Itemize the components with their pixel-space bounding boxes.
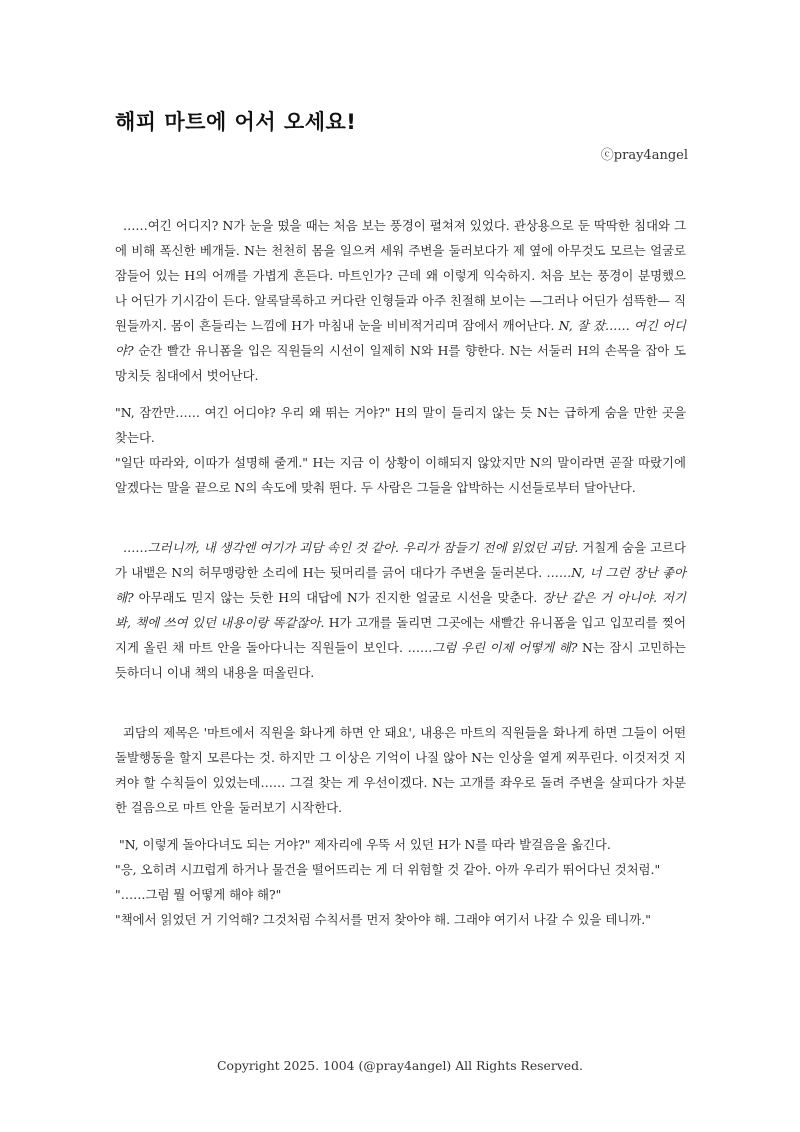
- paragraph: "응, 오히려 시끄럽게 하거나 물건을 떨어뜨리는 게 더 위험할 것 같아. 아까 우리가 뛰어다닌 것처럼.": [115, 862, 661, 877]
- thought-text: N, 잘 잤…… 여긴 어디야?: [115, 318, 686, 358]
- document-title: 해피 마트에 어서 오세요!: [115, 110, 357, 134]
- paragraph: 괴담의 제목은 '마트에서 직원을 화나게 하면 안 돼요', 내용은 마트의 직원들을 화나게 하면 그들이 어떤 돌발행동을 할지 모른다는 것. 하지만 그 이상은 기억이 나질 않아 N는 인상을 옅게 찌푸린다. 이것저것 지켜야 할 수칙들이 있었는데…… 그걸 찾는 게 우선이겠다. N는 고개를 좌우로 돌려 주변을 살피다가 차분한 걸음으로 마트 안을 둘러보기 시작한다.: [115, 725, 686, 815]
- thought-text: ……N, 너 그런 장난 좋아해?: [115, 565, 686, 605]
- paragraph: "N, 이렇게 돌아다녀도 되는 거야?" 제자리에 우뚝 서 있던 H가 N를 따라 발걸음을 옮긴다.: [119, 837, 611, 852]
- paragraph: "……그럼 뭘 어떻게 해야 해?": [115, 887, 282, 902]
- paragraph: [115, 213, 686, 388]
- paragraph: "일단 따라와, 이따가 설명해 줄게." H는 지금 이 상황이 이해되지 않았지만 N의 말이라면 곧잘 따랐기에 알겠다는 말을 끝으로 N의 속도에 맞춰 뛴다. 두 사람은 그들을 압박하는 시선들로부터 달아난다.: [115, 455, 686, 495]
- thought-text: ……그럼 우린 이제 어떻게 해?: [407, 640, 578, 655]
- author-credit: ⓒpray4angel: [600, 148, 688, 163]
- narration-text: N는 잠시 고민하는 듯하더니 이내 책의 내용을 떠올린다.: [115, 640, 687, 680]
- thought-text: ……그러니까, 내 생각엔 여기가 괴담 속인 것 같아. 우리가 잠들기 전에 읽었던 괴담.: [123, 540, 579, 555]
- narration-text: H가 고개를 돌리면 그곳에는 새빨간 유니폼을 입고 입꼬리를 찢어지게 올린 채 마트 안을 돌아다니는 직원들이 보인다.: [115, 615, 686, 655]
- story-body: [115, 213, 686, 932]
- copyright-footer: Copyright 2025. 1004 (@pray4angel) All Rights Reserved.: [217, 1058, 583, 1073]
- paragraph: "책에서 읽었던 거 기억해? 그것처럼 수칙서를 먼저 찾아야 해. 그래야 여기서 나갈 수 있을 테니까.": [115, 912, 651, 927]
- thought-text: 장난 같은 거 아니야. 저기 봐, 책에 쓰여 있던 내용이랑 똑같잖아.: [115, 590, 686, 630]
- narration-text: 거칠게 숨을 고르다가 내뱉은 N의 허무맹랑한 소리에 H는 뒷머리를 긁어 대다가 주변을 둘러본다.: [115, 540, 686, 580]
- narration-text: 아무래도 믿지 않는 듯한 H의 대답에 N가 진지한 얼굴로 시선을 맞춘다.: [133, 590, 543, 605]
- narration-text: 순간 빨간 유니폼을 입은 직원들의 시선이 일제히 N와 H를 향한다. N는 서둘러 H의 손목을 잡아 도망치듯 침대에서 벗어난다.: [115, 343, 686, 383]
- paragraph: "N, 잠깐만…… 여긴 어디야? 우리 왜 뛰는 거야?" H의 말이 들리지 않는 듯 N는 급하게 숨을 만한 곳을 찾는다.: [115, 405, 686, 445]
- paragraph: [115, 535, 686, 685]
- narration-text: ……여긴 어디지? N가 눈을 떴을 때는 처음 보는 풍경이 펼쳐져 있었다. 관상용으로 둔 딱딱한 침대와 그에 비해 폭신한 베개들. N는 천천히 몸을 일으켜 세워 주변을 둘러보다가 제 옆에 아무것도 모르는 얼굴로 잠들어 있는 H의 어깨를 가볍게 흔든다. 마트인가? 근데 왜 이렇게 익숙하지. 처음 보는 풍경이 분명했으나 어딘가 기시감이 든다. 알록달록하고 커다란 인형들과 아주 친절해 보이는 —그러나 어딘가 섬뜩한— 직원들까지. 몸이 흔들리는 느낌에 H가 마침내 눈을 비비적거리며 잠에서 깨어난다.: [115, 218, 686, 333]
